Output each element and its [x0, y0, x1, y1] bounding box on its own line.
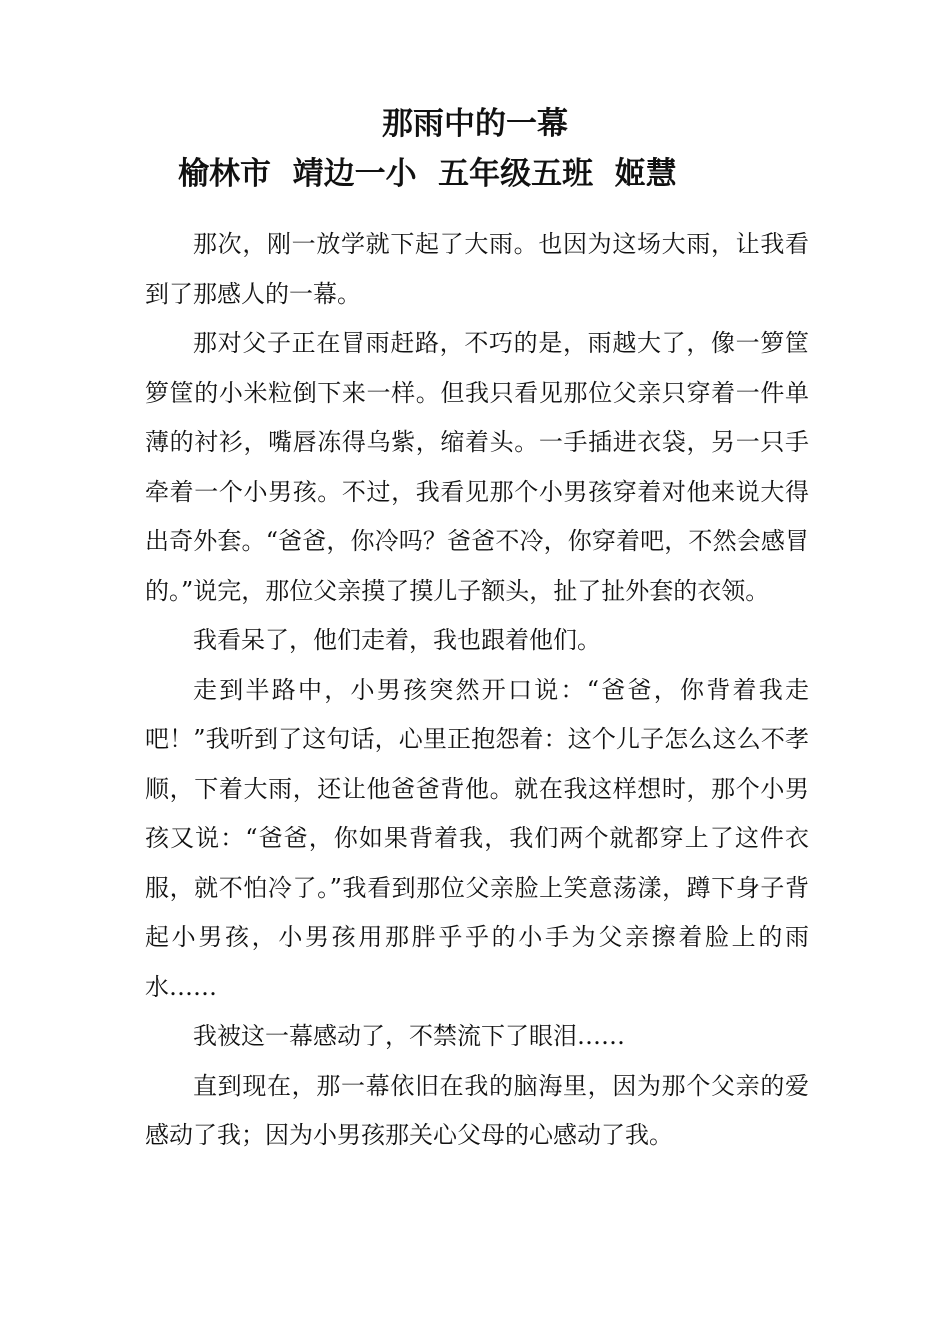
paragraph-6: 直到现在，那一幕依旧在我的脑海里，因为那个父亲的爱感动了我；因为小男孩那关心父母的心感动了我。 [145, 1071, 809, 1149]
paragraph-3: 我看呆了，他们走着，我也跟着他们。 [193, 626, 601, 654]
paragraph-1: 那次，刚一放学就下起了大雨。也因为这场大雨，让我看到了那感人的一幕。 [145, 230, 809, 308]
essay-body [145, 220, 809, 1161]
paragraph-2: 那对父子正在冒雨赶路，不巧的是，雨越大了，像一箩筐箩筐的小米粒倒下来一样。但我只看见那位父亲只穿着一件单薄的衬衫，嘴唇冻得乌紫，缩着头。一手插进衣袋，另一只手牵着一个小男孩。不过，我看见那个小男孩穿着对他来说大得出奇外套。“爸爸，你冷吗？爸爸不冷，你穿着吧，不然会感冒的。”说完，那位父亲摸了摸儿子额头，扯了扯外套的衣领。 [145, 329, 809, 605]
paragraph-5: 我被这一幕感动了，不禁流下了眼泪…… [193, 1022, 625, 1050]
author-byline: 榆林市 靖边一小 五年级五班 姬慧 [178, 156, 677, 192]
document-title: 那雨中的一幕 [382, 106, 568, 142]
paragraph-4: 走到半路中，小男孩突然开口说：“爸爸，你背着我走吧！”我听到了这句话，心里正抱怨着：这个儿子怎么这么不孝顺，下着大雨，还让他爸爸背他。就在我这样想时，那个小男孩又说：“爸爸，你如果背着我，我们两个就都穿上了这件衣服，就不怕冷了。”我看到那位父亲脸上笑意荡漾，蹲下身子背起小男孩，小男孩用那胖乎乎的小手为父亲擦着脸上的雨水…… [145, 675, 809, 1001]
